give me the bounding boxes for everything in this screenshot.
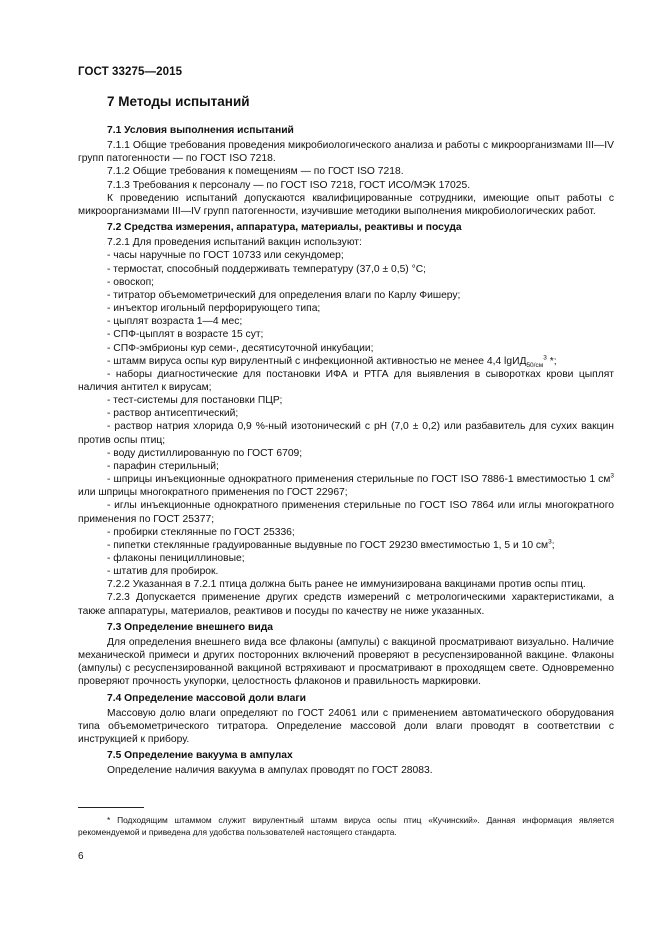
list-item-spf-chickens: - СПФ-цыплят в возрасте 15 сут;	[107, 329, 264, 341]
paragraph-7-3: Для определения внешнего вида все флаконы (ампулы) с вакциной просматривают визуально. Наличие механической примеси и других посторонних включений проверяют в ресуспензированной вакцине. Флаконы (ампулы) с ресуспензированной вакциной встряхивают и просматривают в проходящем свете. Одновременно проверяют прочность укупорки, целостность флаконов и правильность маркировки.	[78, 636, 614, 688]
virus-strain-subscript: 50/см	[526, 361, 544, 369]
list-item-ovoscope: - овоскоп;	[107, 276, 155, 288]
page-header-standard: ГОСТ 33275—2015	[78, 66, 183, 78]
virus-strain-footnote-mark: *;	[546, 355, 557, 367]
pipettes-superscript: 3	[548, 538, 552, 546]
paragraph-7-1-3: 7.1.3 Требования к персоналу — по ГОСТ ISO 7218, ГОСТ ИСО/МЭК 17025.	[107, 179, 471, 191]
heading-7-4: 7.4 Определение массовой доли влаги	[107, 692, 306, 704]
list-item-tubes: - пробирки стеклянные по ГОСТ 25336;	[107, 526, 295, 538]
syringes-text-end: или шприцы многократного применения по ГОСТ 22967;	[78, 487, 348, 499]
list-item-pipettes	[78, 539, 614, 552]
paragraph-7-2-1: 7.2.1 Для проведения испытаний вакцин используют:	[107, 237, 362, 249]
footnote-text: * Подходящим штаммом служит вирулентный штамм вируса оспы птиц «Кучинский». Данная информация является рекомендуемой и приведена для удобства пользователей настоящего стандарта.	[78, 815, 614, 837]
syringes-text: - шприцы инъекционные однократного применения стерильные по ГОСТ ISO 7886-1 вместимостью 1 см	[107, 474, 611, 486]
list-item-needles: - иглы инъекционные однократного применения стерильные по ГОСТ ISO 7864 или иглы многократного применения по ГОСТ 25377;	[78, 500, 614, 525]
paragraph-7-5: Определение наличия вакуума в ампулах проводят по ГОСТ 28083.	[107, 765, 433, 777]
document-body	[78, 120, 614, 778]
syringes-superscript: 3	[610, 472, 614, 480]
list-item-saline: - раствор натрия хлорида 0,9 %-ный изотонический с рН (7,0 ± 0,2) или разбавитель для сухих вакцин против оспы птиц;	[78, 421, 614, 446]
list-item-injector: - инъектор игольный перфорирующего типа;	[107, 303, 321, 315]
list-item-chickens: - цыплят возраста 1—4 мес;	[107, 316, 243, 328]
list-item-spf-embryos: - СПФ-эмбрионы кур семи-, десятисуточной инкубации;	[107, 342, 374, 354]
list-item-syringes	[78, 473, 614, 499]
list-item-rack: - штатив для пробирок.	[107, 566, 219, 578]
list-item-thermostat: - термостат, способный поддерживать температуру (37,0 ± 0,5) °С;	[107, 263, 426, 275]
heading-7-2: 7.2 Средства измерения, аппаратура, материалы, реактивы и посуда	[107, 222, 462, 234]
heading-7-5: 7.5 Определение вакуума в ампулах	[107, 750, 293, 762]
paragraph-7-2-2: 7.2.2 Указанная в 7.2.1 птица должна быть ранее не иммунизирована вакцинами против оспы птиц.	[107, 579, 586, 591]
pipettes-text-end: ;	[551, 539, 555, 551]
paragraph-personnel: К проведению испытаний допускаются квалифицированные сотрудники, имеющие опыт работы с микроорганизмами III—IV групп патогенности, изучившие методики выполнения микробиологических работ.	[78, 192, 614, 217]
list-item-titrator: - титратор объемометрический для определения влаги по Карлу Фишеру;	[107, 289, 461, 301]
list-item-clock: - часы наручные по ГОСТ 10733 или секундомер;	[107, 250, 344, 262]
list-item-antiseptic: - раствор антисептический;	[107, 408, 239, 420]
list-item-paraffin: - парафин стерильный;	[107, 460, 219, 472]
paragraph-7-1-2: 7.1.2 Общие требования к помещениям — по ГОСТ ISO 7218.	[107, 166, 404, 178]
list-item-water: - воду дистиллированную по ГОСТ 6709;	[107, 447, 303, 459]
pipettes-text: - пипетки стеклянные градуированные выдувные по ГОСТ 29230 вместимостью 1, 5 и 10 см	[107, 539, 549, 551]
list-item-diagnostic-kits: - наборы диагностические для постановки ИФА и РТГА для выявления в сыворотках крови цыплят наличия антител к вирусам;	[78, 368, 614, 393]
virus-strain-superscript: 3	[543, 354, 547, 362]
list-item-vials: - флаконы пенициллиновые;	[107, 553, 245, 564]
list-item-pcr-tests: - тест-системы для постановки ПЦР;	[107, 395, 283, 407]
paragraph-7-1-1: 7.1.1 Общие требования проведения микробиологического анализа и работы с микроорганизмами III—IV групп патогенности — по ГОСТ ISO 7218.	[78, 140, 614, 165]
heading-7-1: 7.1 Условия выполнения испытаний	[107, 125, 294, 136]
paragraph-7-2-3: 7.2.3 Допускается применение других средств измерений с метрологическими характеристиками, а также аппаратуры, материалов, реактивов и посуды по качеству не ниже указанных.	[78, 592, 614, 617]
section-title: 7 Методы испытаний	[107, 94, 250, 109]
virus-strain-text: - штамм вируса оспы кур вирулентный с инфекционной активностью не менее 4,4 lgИД	[107, 355, 527, 367]
footnote-divider	[78, 807, 144, 808]
heading-7-3: 7.3 Определение внешнего вида	[107, 621, 273, 633]
paragraph-7-4: Массовую долю влаги определяют по ГОСТ 24061 или с применением автоматического оборудования типа объемометрического титратора. Определение массовой доли влаги проводят в соответствии с инструкцией к прибору.	[78, 707, 614, 746]
list-item-virus-strain	[78, 355, 614, 368]
footnote	[78, 814, 614, 838]
page-number: 6	[78, 851, 84, 862]
